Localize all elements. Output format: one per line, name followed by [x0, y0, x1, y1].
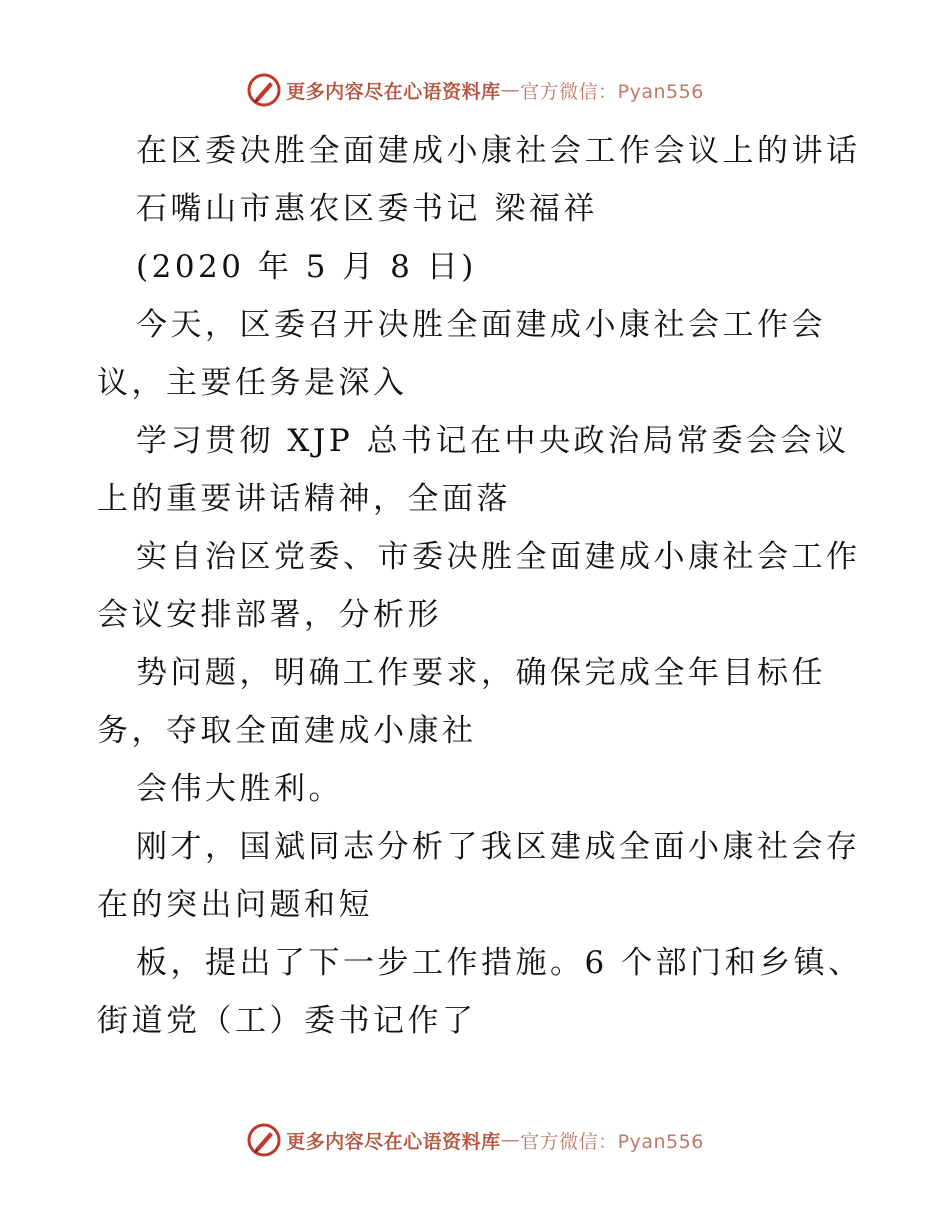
- doc-line-7: 上的重要讲话精神，全面落: [97, 481, 511, 517]
- watermark-sub-text: 官方微信：Pyan556: [520, 80, 704, 103]
- doc-line-6: 学习贯彻 XJP 总书记在中央政治局常委会会议: [136, 423, 850, 459]
- watermark-main-text: 更多内容尽在心语资料库: [286, 80, 501, 103]
- pen-logo-icon: [246, 1122, 282, 1158]
- pen-logo-icon: [246, 72, 282, 108]
- doc-line-5: 议，主要任务是深入: [97, 365, 408, 401]
- watermark-sub-text: 官方微信：Pyan556: [520, 1130, 704, 1153]
- doc-line-12: 会伟大胜利。: [136, 771, 343, 807]
- doc-line-16: 街道党（工）委书记作了: [97, 1003, 477, 1039]
- watermark-main-text: 更多内容尽在心语资料库: [286, 1130, 501, 1153]
- watermark-dash: —: [500, 79, 521, 101]
- doc-line-13: 刚才，国斌同志分析了我区建成全面小康社会存: [136, 829, 861, 865]
- doc-line-4: 今天，区委召开决胜全面建成小康社会工作会: [136, 307, 826, 343]
- doc-line-11: 务，夺取全面建成小康社: [97, 713, 477, 749]
- doc-line-14: 在的突出问题和短: [97, 887, 373, 923]
- doc-line-1: 在区委决胜全面建成小康社会工作会议上的讲话: [136, 133, 861, 169]
- doc-line-9: 会议安排部署，分析形: [97, 597, 442, 633]
- watermark-dash: —: [500, 1129, 521, 1151]
- doc-line-2: 石嘴山市惠农区委书记 梁福祥: [136, 191, 598, 227]
- doc-line-8: 实自治区党委、市委决胜全面建成小康社会工作: [136, 539, 861, 575]
- doc-line-3: (2020 年 5 月 8 日): [136, 249, 477, 285]
- document-body: [97, 122, 897, 1050]
- watermark-header: [0, 70, 950, 110]
- doc-line-15: 板，提出了下一步工作措施。6 个部门和乡镇、: [136, 945, 863, 981]
- watermark-footer: [0, 1120, 950, 1160]
- doc-line-10: 势问题，明确工作要求，确保完成全年目标任: [136, 655, 826, 691]
